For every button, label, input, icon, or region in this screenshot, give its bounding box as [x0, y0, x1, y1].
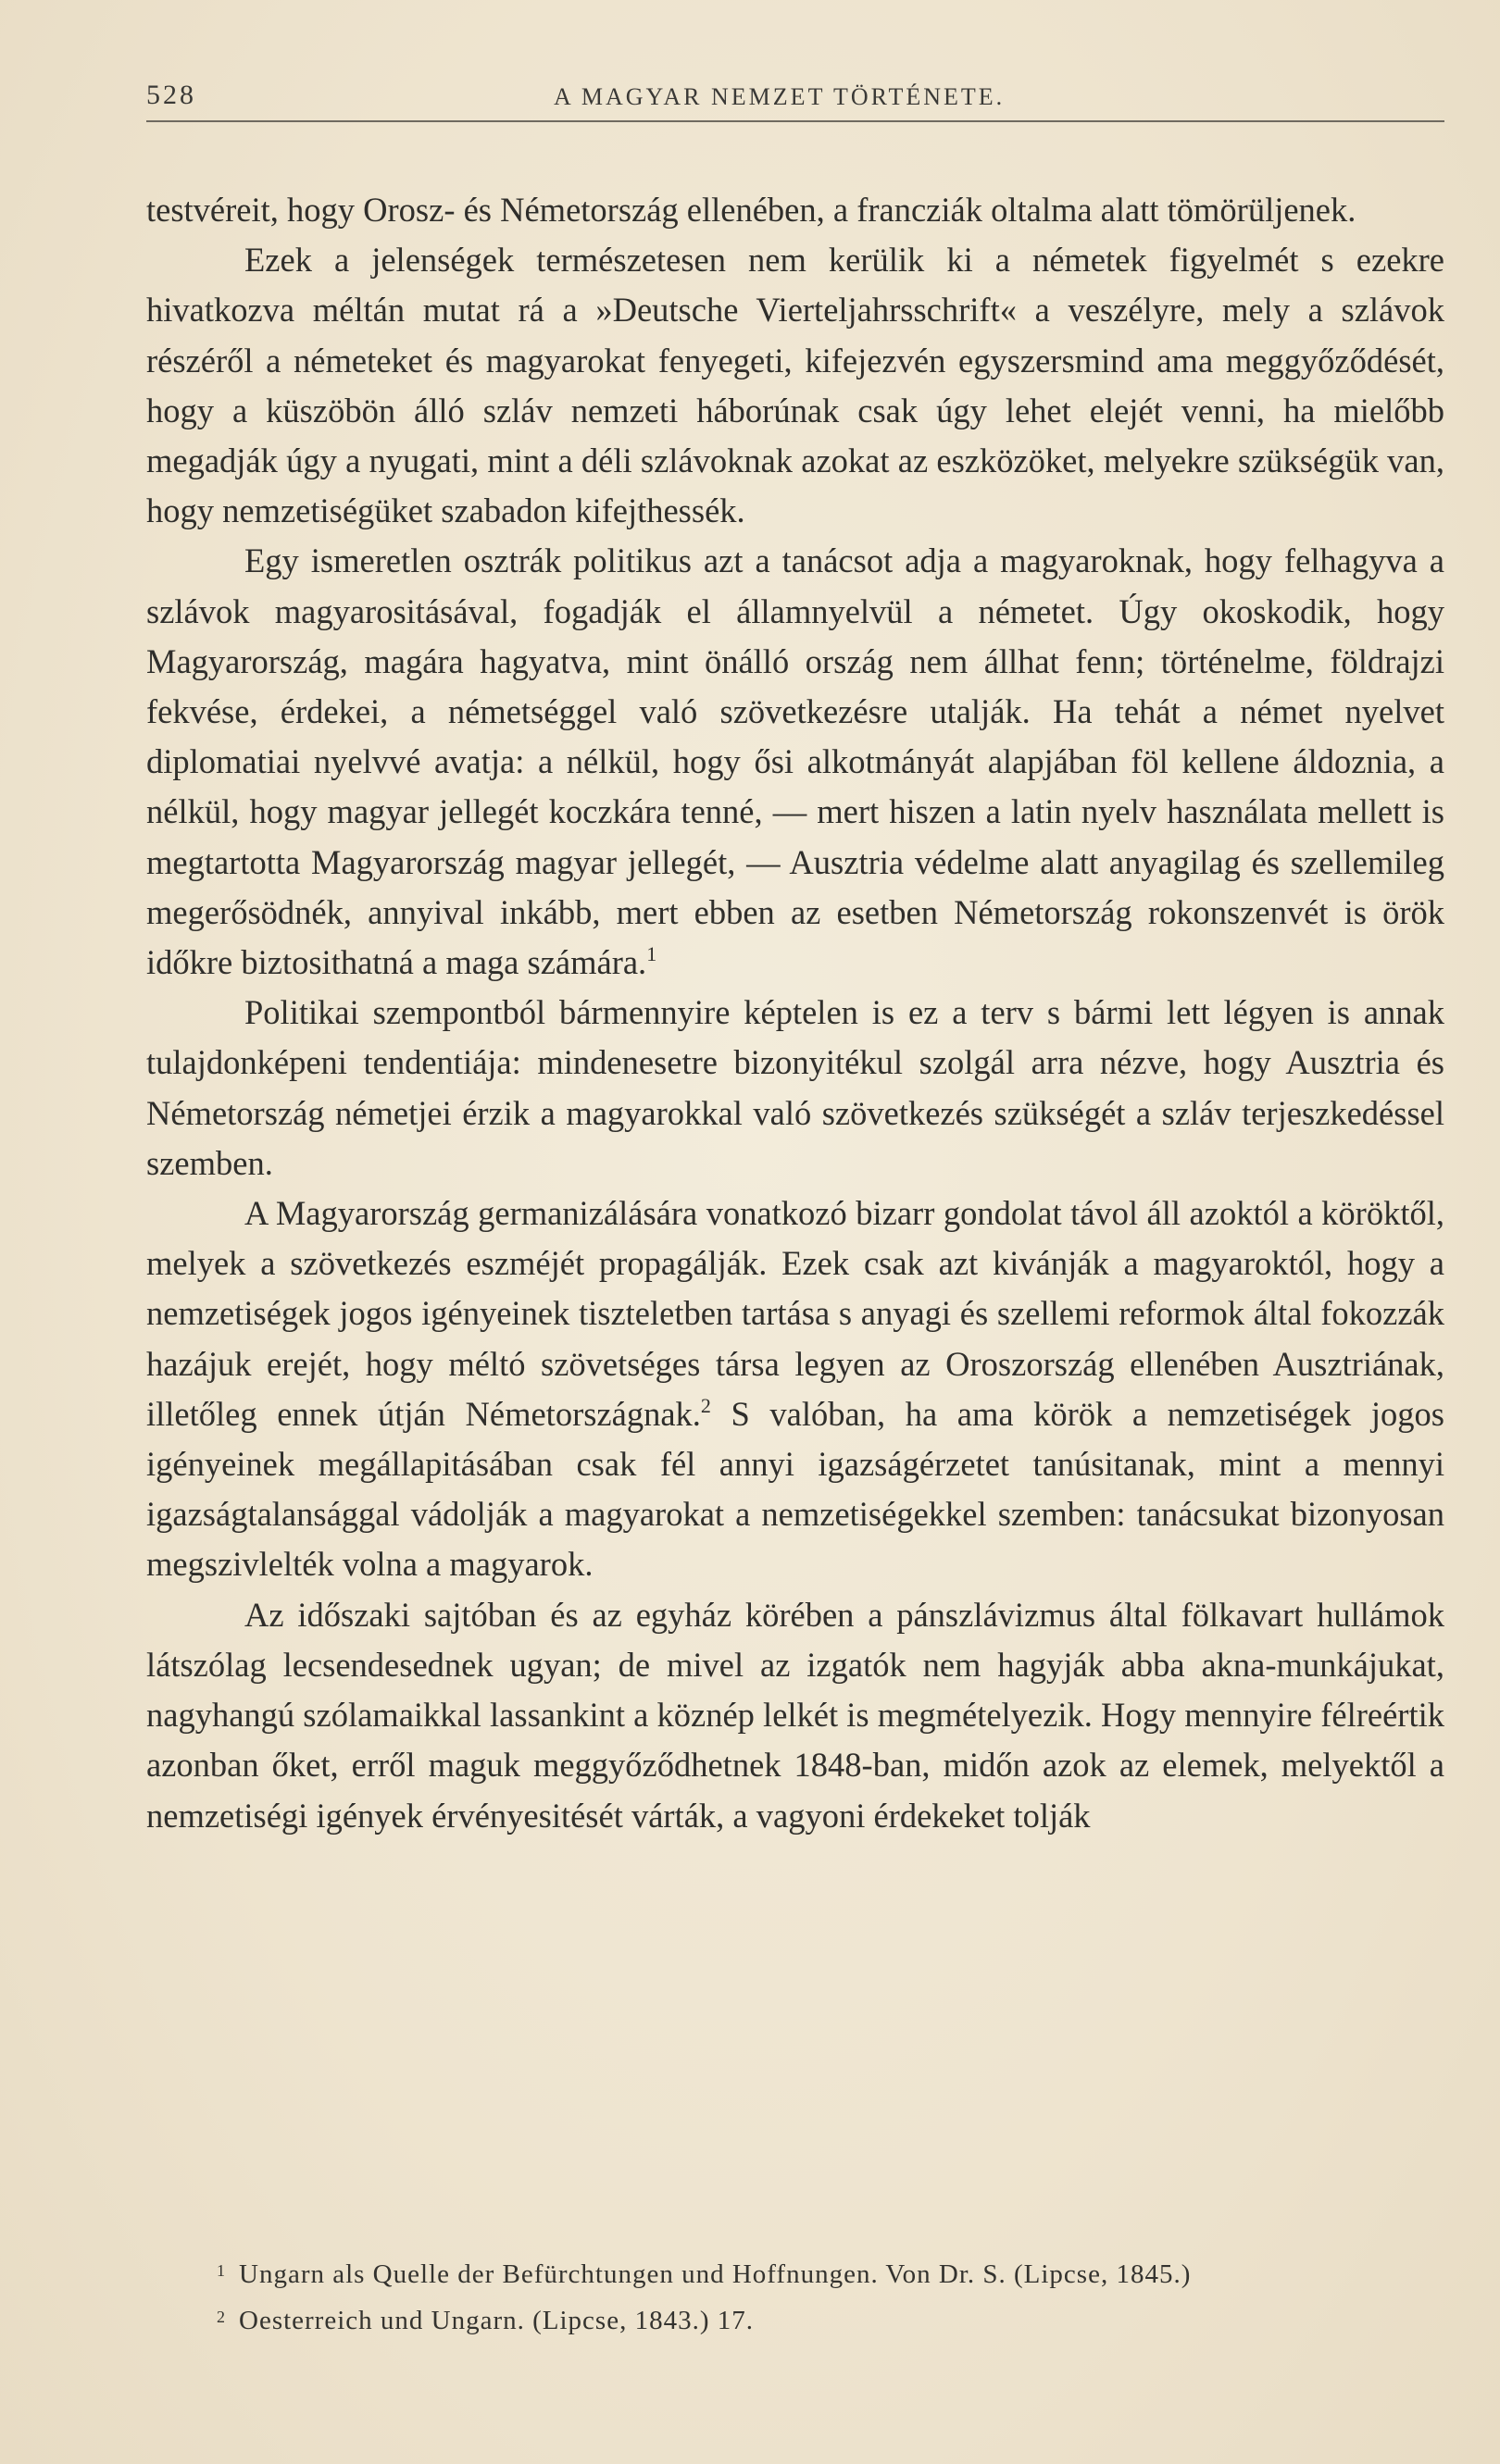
footnote-mark: 1: [217, 2261, 226, 2280]
paragraph: [146, 1188, 1444, 1590]
footnote: [217, 2297, 1444, 2344]
paragraph: Ezek a jelenségek természetesen nem kerülik ki a németek figyelmét s ezekre hivatkozva méltán mutat rá a »Deutsche Vierteljahrsschrift« a veszélyre, mely a szlávok részéről a németeket és magyarokat fenyegeti, kifejezvén egyszersmind ama meggyőződését, hogy a küszöbön álló szláv nemzeti háborúnak csak úgy lehet elejét venni, ha mielőbb megadják úgy a nyugati, mint a déli szlávoknak azokat az eszközöket, melyekre szükségük van, hogy nemzetiségüket szabadon kifejthessék.: [146, 241, 1444, 530]
footnote-ref: 1: [646, 942, 657, 966]
page-header: [146, 76, 1444, 118]
paragraph: [146, 536, 1444, 988]
header-rule: [146, 120, 1444, 122]
paragraph: Az időszaki sajtóban és az egyház körében a pánszlávizmus által fölkavart hullámok látszólag lecsendesednek ugyan; de mivel az izgatók nem hagyják abba akna-munkájukat, nagyhangú szólamaikkal lassankint a köznép lelkét is megmételyezik. Hogy mennyire félreértik azonban őket, erről maguk meggyőződhetnek 1848-ban, midőn azok az elemek, melyektől a nemzetiségi igények érvényesitését várták, a vagyoni érdekeket tolják: [146, 1595, 1444, 1835]
footnote-ref: 2: [700, 1393, 711, 1417]
footnote-text: Ungarn als Quelle der Befürchtungen und Hoffnungen. Von Dr. S. (Lipcse, 1845.): [239, 2259, 1192, 2289]
page-number: 528: [146, 80, 196, 110]
paragraph-text: Egy ismeretlen osztrák politikus azt a tanácsot adja a magyaroknak, hogy felhagyva a szlávok magyarositásával, fogadják el államnyelvül a németet. Úgy okoskodik, hogy Magyarország, magára hagyatva, mint önálló ország nem állhat fenn; történelme, földrajzi fekvése, érdekei, a németséggel való szövetkezésre utalják. Ha tehát a német nyelvet diplomatiai nyelvvé avatja: a nélkül, hogy ősi alkotmányát alapjában föl kellene áldoznia, a nélkül, hogy magyar jellegét koczkára tenné, — mert hiszen a latin nyelv használata mellett is megtartotta Magyarország magyar jellegét, — Ausztria védelme alatt anyagilag és szellemileg megerősödnék, annyival inkább, mert ebben az esetben Németország rokonszenvét is örök időkre biztosithatná a maga számára.: [146, 541, 1444, 982]
paragraph-text: S valóban, ha ama körök a nemzetiségek jogos igényeinek megállapitásában csak fél annyi igazságérzetet tanúsitanak, mint a mennyi igazságtalansággal vádolják a magyarokat a nemzetiségekkel szemben: tanácsukat bizonyosan megszivlelték volna a magyarok.: [146, 1394, 1445, 1584]
footnotes: [217, 2251, 1444, 2344]
body-text: [146, 185, 1444, 1841]
running-head: A MAGYAR NEMZET TÖRTÉNETE.: [554, 83, 1006, 110]
footnote-text: Oesterreich und Ungarn. (Lipcse, 1843.) 17.: [239, 2306, 754, 2335]
paragraph: Politikai szempontból bármennyire képtelen is ez a terv s bármi lett légyen is annak tulajdonképeni tendentiája: mindenesetre bizonyitékul szolgál arra nézve, hogy Ausztria és Németország németjei érzik a magyarokkal való szövetkezés szükségét a szláv terjeszkedéssel szemben.: [146, 993, 1444, 1182]
footnote: [217, 2251, 1444, 2297]
footnote-mark: 2: [217, 2308, 226, 2326]
paragraph-text: A Magyarország germanizálására vonatkozó bizarr gondolat távol áll azoktól a köröktől, melyek a szövetkezés eszméjét propagálják. Ezek csak azt kivánják a magyaroktól, hogy a nemzetiségek jogos igényeinek tiszteletben tartása s anyagi és szellemi reformok által fokozzák hazájuk erejét, hogy méltó szövetséges társa legyen az Oroszország ellenében Ausztriának, illetőleg ennek útján Németországnak.: [146, 1194, 1444, 1433]
paragraph: testvéreit, hogy Orosz- és Németország ellenében, a francziák oltalma alatt tömörüljenek.: [146, 191, 1356, 229]
